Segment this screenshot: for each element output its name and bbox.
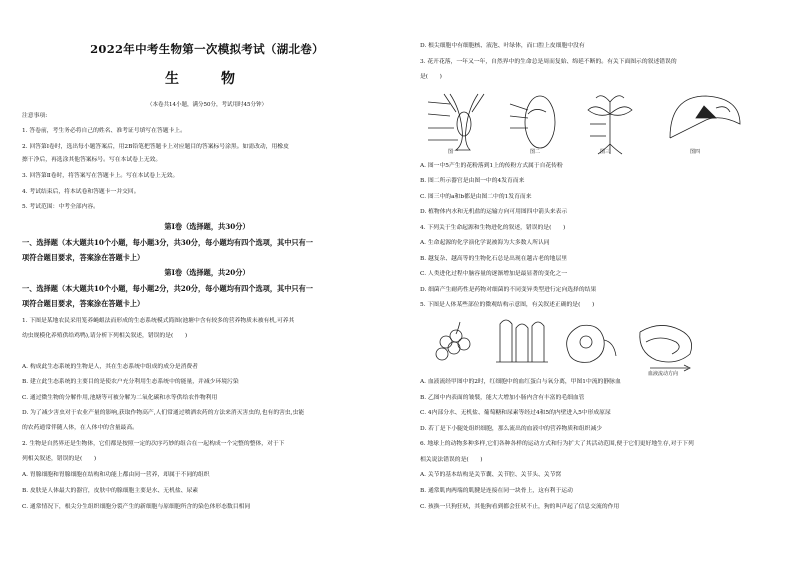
- question-option: A. 构成此生态系统的生物是人，其在生态系统中组成的成分是消费者: [22, 364, 198, 370]
- question-option: C. 图三中的a和b都是由图二中的1发育而来: [420, 194, 532, 200]
- subject-title: 生 物: [165, 71, 249, 87]
- section-heading: 第Ⅰ卷（选择题，共20分）: [164, 268, 250, 277]
- question-option: B. 越复杂、越高等的生物化石总是出现在越古老的地层里: [420, 256, 568, 262]
- notice-heading: 注意事项:: [22, 113, 48, 119]
- question-option: C. 人类进化过程中脑容量的逐渐增加是最显著的变化之一: [420, 271, 568, 277]
- question-option: B. 图二所示器官是由图一中的4发育而来: [420, 178, 525, 184]
- exam-note: （本卷共14小题，满分50分，考试用时45分钟）: [147, 102, 267, 108]
- notice-item: 1. 答卷前，考生务必将自己的姓名、准考证号填写在答题卡上。: [22, 128, 186, 134]
- part-instruction: 项符合题目要求，答案涂在答题卡上）: [22, 253, 145, 262]
- question-option: A. 胃腺细胞和胃腺细胞在结构和功能上都由同一营养，却属于不同的组织: [22, 472, 210, 478]
- question-stem: 相关说法错误的是( ): [420, 457, 483, 463]
- notice-item: 5. 考试范围：中考全部内容。: [22, 204, 99, 210]
- question-stem: 幼虫规模化养殖供给鸡鸭),请分析下列相关叙述，错误的是( ): [22, 333, 188, 339]
- question-option: C. 通常情况下，根尖分生组织细胞分裂产生的新细胞与原细胞所含的染色体形态数目相同: [22, 504, 251, 510]
- question-option: C. 通过微生物的分解作用,池塘等可被分解为二氧化碳和水等供给农作物利用: [22, 395, 218, 401]
- part-instruction: 项符合题目要求，答案涂在答题卡上）: [22, 299, 145, 308]
- question-option: A. 血液流经甲图中的2时，红细胞中的血红蛋白与氧分离，甲图1中流的静脉血: [420, 379, 621, 385]
- question-option: B. 通常肌肉两端的肌腱是连接在同一块骨上，这有利于运动: [420, 488, 573, 494]
- notice-item: 4. 考试结束后，将本试卷和答题卡一并交回。: [22, 189, 140, 195]
- question-stem: 是( ): [420, 74, 442, 80]
- figure-caption: 图二: [530, 149, 541, 155]
- figure-caption: 血液流动方向: [648, 371, 679, 377]
- question-stem: 5. 下图是人体某些部位的微观结构示意图，有关叙述正确的是( ): [420, 302, 595, 308]
- question-option: D. 植物体内水和无机盐的运输方向可用图四中箭头来表示: [420, 209, 568, 215]
- exam-title: 2022年中考生物第一次模拟考试（湖北卷）: [90, 42, 324, 56]
- question-option: B. 乙图中内表面的皱襞，能大大增加小肠内含有丰富的毛细血管: [420, 395, 585, 401]
- question-option: C. 孩换一只狗狂吠，其他狗看到都会狂吠不止，狗的叫声起了信息交流的作用: [420, 504, 620, 510]
- question-option: C. 4内部分水、无机盐、葡萄糖和尿素等经过4和5的内壁进入5中形成原尿: [420, 410, 611, 416]
- question-stem: 列相关叙述，错误的是( ): [22, 456, 97, 462]
- question-stem: 2. 生物是自然界还是生物体，它们都是按照一定的次序巧妙的组合在一起构成一个完整的整体，对于下: [22, 441, 285, 447]
- question-option: D. 细菌产生耐药性是药物对细菌的不同变异类型进行定向选择的结果: [420, 287, 597, 293]
- question-stem: 3. 花开花落，一年又一年，自然界中的生命总是周而复始、绵延不断的。有关下面图示的叙述错误的: [420, 59, 677, 65]
- question-option: D. 根尖细胞中有细胞核、液泡、叶绿体，而口腔上皮细胞中没有: [420, 43, 585, 49]
- notice-item: 3. 回答第Ⅱ卷时，将答案写在答题卡上。写在本试卷上无效。: [22, 173, 179, 179]
- part-instruction: 一、选择题（本大题共10个小题，每小题3分，共30分，每小题均有四个选项，其中只有一: [22, 238, 313, 247]
- figure-caption: 图四: [690, 149, 701, 155]
- notice-item: 2. 回答第Ⅰ卷时，选出每小题答案后，用2B铅笔把答题卡上对应题目的答案标号涂黑。如需改动，用橡皮: [22, 144, 289, 150]
- question-stem: 6. 地球上的动物多种多样,它们各种各样的运动方式和行为扩大了其活动范围,便于它们更好地生存,对于下列: [420, 441, 694, 447]
- question-stem: 1. 下图是某地农民采用笼养蝇蛆法而形成的生态系统模式简图(池塘中含有较多的营养物质未被有机,可养其: [22, 318, 295, 324]
- flower-seed-plant-figure: [420, 84, 790, 158]
- question-option: A. 生命起源的化学演化学说被海为大多数人所认同: [420, 240, 550, 246]
- question-stem: 4. 下列关于生命起源和生物进化的叙述，错误的是( ): [420, 225, 566, 231]
- question-option: 的农药通常伴随人体，在人体中的含量最高。: [22, 425, 138, 431]
- human-structure-figure: [420, 312, 790, 372]
- question-option: D. 为了减少害虫对于农业产量的影响,获取作物高产,人们常通过喷洒农药的方法来消灭害虫的,也有的害虫,虫能: [22, 410, 305, 416]
- question-option: A. 关节的基本结构是关节囊、关节腔、关节头、关节窝: [420, 472, 562, 478]
- notice-item: 擦干净后，再选涂其他答案标号。写在本试卷上无效。: [22, 157, 162, 163]
- question-option: A. 图一中5产生的花粉落到1上的传粉方式属于自花传粉: [420, 163, 563, 169]
- figure-caption: 图三: [600, 149, 611, 155]
- figure-caption: 图一: [448, 149, 459, 155]
- question-option: B. 皮肤是人体最大的器官，皮肤中的腺细胞主要是水、无机盐、尿素: [22, 488, 199, 494]
- section-heading: 第Ⅰ卷（选择题，共30分）: [164, 222, 250, 231]
- question-option: B. 建立此生态系统的主要目的是使农户充分利用生态系统中的能量，并减少环境污染: [22, 379, 239, 385]
- part-instruction: 一、选择题（本大题共10个小题，每小题2分，共20分，每小题均有四个选项，其中只有一: [22, 284, 313, 293]
- question-option: D. 若丁是下小腿处组织细胞，那么流出的血液中的营养物质和组织减少: [420, 426, 603, 432]
